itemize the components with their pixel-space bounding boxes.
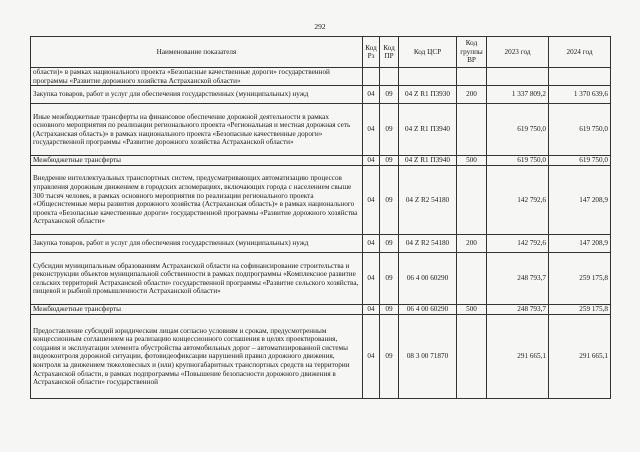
- row-pr: 09: [380, 104, 399, 156]
- row-csr: 08 3 00 71870: [399, 315, 457, 399]
- table-row: [31, 305, 611, 315]
- row-pr: 09: [380, 253, 399, 305]
- row-name: Закупка товаров, работ и услуг для обеспечения государственных (муниципальных) нужд: [31, 235, 363, 253]
- row-csr: 06 4 00 60290: [399, 305, 457, 315]
- table-row: [31, 104, 611, 156]
- row-2023: 248 793,7: [487, 253, 549, 305]
- row-rz: 04: [363, 104, 380, 156]
- table-row: [31, 166, 611, 235]
- row-csr: 04 Z R1 П3930: [399, 86, 457, 104]
- row-2023: [487, 68, 549, 86]
- row-csr: [399, 68, 457, 86]
- row-name: Межбюджетные трансферты: [31, 305, 363, 315]
- row-2023: 619 750,0: [487, 104, 549, 156]
- row-2023: 1 337 809,2: [487, 86, 549, 104]
- row-pr: 09: [380, 315, 399, 399]
- row-name: области)» в рамках национального проекта «Безопасные качественные дороги» государственной программы «Развитие дорожного хозяйства Астраханской области»: [31, 68, 363, 86]
- row-vr: 500: [457, 156, 487, 166]
- row-2023: 142 792,6: [487, 235, 549, 253]
- header-rz: Код Рз: [363, 37, 380, 68]
- row-rz: 04: [363, 156, 380, 166]
- row-2024: 147 208,9: [549, 235, 611, 253]
- header-vr: Код группы ВР: [457, 37, 487, 68]
- header-2024: 2024 год: [549, 37, 611, 68]
- table-row: [31, 156, 611, 166]
- row-2024: 619 750,0: [549, 104, 611, 156]
- row-name: Закупка товаров, работ и услуг для обеспечения государственных (муниципальных) нужд: [31, 86, 363, 104]
- header-2023: 2023 год: [487, 37, 549, 68]
- row-2024: 1 370 639,6: [549, 86, 611, 104]
- row-rz: 04: [363, 235, 380, 253]
- row-name: Субсидии муниципальным образованиям Астраханской области на софинансирование строительства и реконструкции объектов муниципальной собственности в рамках подпрограммы «Комплексное развитие сельских территорий Астраханской области» государственной программы «Развитие сельского хозяйства, пищевой и рыбной промышленности Астраханской области»: [31, 253, 363, 305]
- row-2024: 259 175,8: [549, 253, 611, 305]
- row-rz: 04: [363, 253, 380, 305]
- table-header-row: [31, 37, 611, 68]
- row-rz: 04: [363, 315, 380, 399]
- row-vr: [457, 104, 487, 156]
- row-vr: [457, 68, 487, 86]
- row-pr: [380, 68, 399, 86]
- budget-table: [30, 36, 611, 399]
- row-csr: 04 Z R2 54180: [399, 235, 457, 253]
- row-2024: 619 750,0: [549, 156, 611, 166]
- row-name: Иные межбюджетные трансферты на финансовое обеспечение дорожной деятельности в рамках основного мероприятия по реализации регионального проекта «Региональная и местная дорожная сеть (Астраханская область)» в рамках национального проекта «Безопасные качественные дороги» государственной программы «Развитие дорожного хозяйства Астраханской области»: [31, 104, 363, 156]
- row-rz: 04: [363, 166, 380, 235]
- row-2024: 291 665,1: [549, 315, 611, 399]
- row-vr: 200: [457, 235, 487, 253]
- row-vr: [457, 166, 487, 235]
- row-pr: 09: [380, 305, 399, 315]
- row-name: Внедрение интеллектуальных транспортных систем, предусматривающих автоматизацию процессов управления дорожным движением в городских агломерациях, включающих города с населением свыше 300 тысяч человек, в рамках основного мероприятия по реализации регионального проекта «Общесистемные меры развития дорожного хозяйства (Астраханская область)» в рамках национального проекта «Безопасные качественные дороги» государственной программы «Развитие дорожного хозяйства Астраханской области»: [31, 166, 363, 235]
- row-rz: 04: [363, 305, 380, 315]
- row-vr: [457, 253, 487, 305]
- row-vr: 500: [457, 305, 487, 315]
- row-name: Предоставление субсидий юридическим лицам согласно условиям и срокам, предусмотренным концессионным соглашением на реализацию концессионного соглашения в целях проектирования, создания и эксплуатации элемента обустройства автомобильных дорог – автоматизированной системы видеоконтроля дорожной ситуации, фотовидеофиксации нарушений правил дорожного движения, контроля за движением тяжеловесных и (или) крупногабаритных транспортных средств на территории Астраханской области, в рамках подпрограммы «Повышение безопасности дорожного движения в Астраханской области» государственной: [31, 315, 363, 399]
- header-pr: Код ПР: [380, 37, 399, 68]
- row-vr: 200: [457, 86, 487, 104]
- row-2023: 248 793,7: [487, 305, 549, 315]
- row-csr: 06 4 00 60290: [399, 253, 457, 305]
- row-pr: 09: [380, 166, 399, 235]
- row-2024: [549, 68, 611, 86]
- table-row: [31, 253, 611, 305]
- row-csr: 04 Z R2 54180: [399, 166, 457, 235]
- row-name: Межбюджетные трансферты: [31, 156, 363, 166]
- header-csr: Код ЦСР: [399, 37, 457, 68]
- row-csr: 04 Z R1 П3940: [399, 156, 457, 166]
- header-name: Наименование показателя: [31, 37, 363, 68]
- row-pr: 09: [380, 235, 399, 253]
- row-rz: [363, 68, 380, 86]
- table-row: [31, 235, 611, 253]
- page-number: 292: [314, 22, 326, 31]
- row-pr: 09: [380, 86, 399, 104]
- row-rz: 04: [363, 86, 380, 104]
- row-csr: 04 Z R1 П3940: [399, 104, 457, 156]
- row-2024: 259 175,8: [549, 305, 611, 315]
- row-2023: 619 750,0: [487, 156, 549, 166]
- row-2024: 147 208,9: [549, 166, 611, 235]
- row-pr: 09: [380, 156, 399, 166]
- table-row: [31, 86, 611, 104]
- row-2023: 142 792,6: [487, 166, 549, 235]
- row-2023: 291 665,1: [487, 315, 549, 399]
- row-vr: [457, 315, 487, 399]
- table-row: [31, 315, 611, 399]
- table-row: [31, 68, 611, 86]
